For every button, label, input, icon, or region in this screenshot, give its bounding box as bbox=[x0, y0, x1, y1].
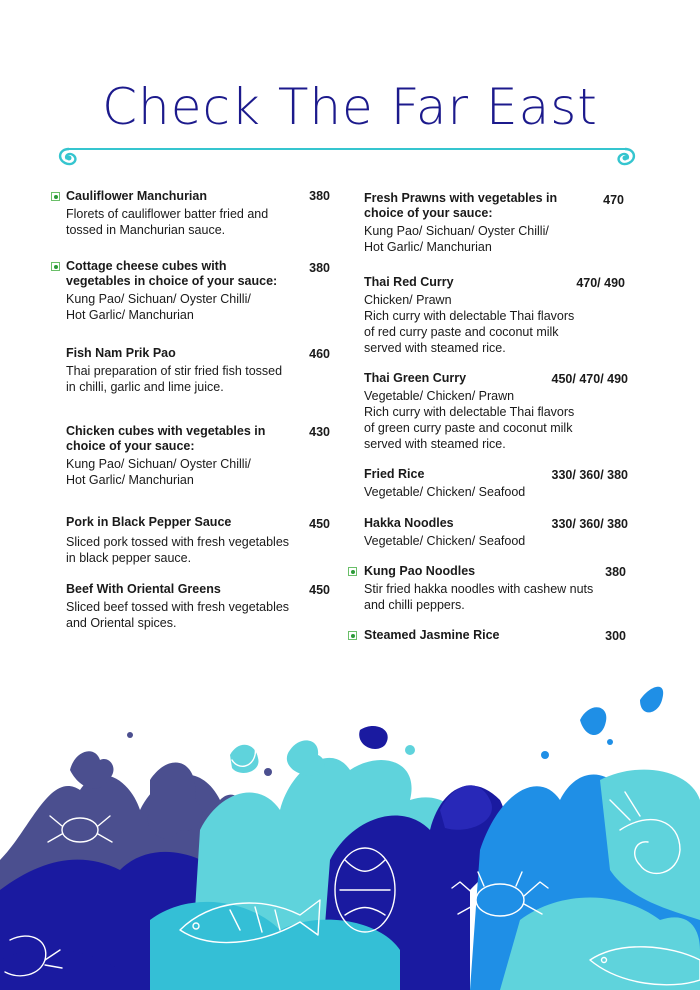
item-price: 330/ 360/ 380 bbox=[551, 468, 628, 482]
item-name: Steamed Jasmine Rice bbox=[364, 628, 500, 642]
item-price: 380 bbox=[309, 261, 330, 275]
menu-item-fresh-prawns bbox=[364, 191, 564, 255]
menu-item-pork-black-pepper bbox=[66, 515, 306, 566]
item-name: Cauliflower Manchurian bbox=[66, 189, 207, 203]
veg-marker-icon bbox=[348, 567, 357, 576]
item-description: Thai preparation of stir fried fish tossed in chilli, garlic and lime juice. bbox=[66, 364, 283, 394]
item-description: Kung Pao/ Sichuan/ Oyster Chilli/ Hot Garlic/ Manchurian bbox=[66, 457, 251, 487]
item-name: Chicken cubes with vegetables in choice of your sauce: bbox=[66, 424, 266, 453]
item-name: Thai Green Curry bbox=[364, 371, 467, 385]
menu-item-chicken-cubes bbox=[66, 424, 266, 488]
menu-title: Check The Far East bbox=[102, 78, 598, 136]
item-price: 450/ 470/ 490 bbox=[551, 372, 628, 386]
item-name: Fish Nam Prik Pao bbox=[66, 346, 176, 360]
item-price: 380 bbox=[605, 565, 626, 579]
veg-marker-icon bbox=[348, 631, 357, 640]
item-description: Vegetable/ Chicken/ Seafood bbox=[364, 485, 526, 499]
item-name: Hakka Noodles bbox=[364, 516, 454, 530]
item-description: Stir fried hakka noodles with cashew nuts and chilli peppers. bbox=[364, 582, 594, 612]
item-name: Pork in Black Pepper Sauce bbox=[66, 515, 232, 529]
item-name: Kung Pao Noodles bbox=[364, 564, 476, 578]
item-price: 450 bbox=[309, 517, 330, 531]
item-description: Vegetable/ Chicken/ Seafood bbox=[364, 534, 526, 548]
menu-item-steamed-jasmine-rice bbox=[364, 628, 564, 645]
menu-item-cauliflower-manchurian bbox=[66, 189, 306, 238]
item-price: 300 bbox=[605, 629, 626, 643]
item-name: Thai Red Curry bbox=[364, 275, 454, 289]
scroll-divider bbox=[55, 145, 639, 175]
item-description: Sliced pork tossed with fresh vegetables in black pepper sauce. bbox=[66, 535, 290, 565]
item-price: 460 bbox=[309, 347, 330, 361]
item-price: 430 bbox=[309, 425, 330, 439]
ocean-splash-artwork bbox=[0, 660, 700, 990]
item-name: Fresh Prawns with vegetables in choice of your sauce: bbox=[364, 191, 558, 220]
item-price: 380 bbox=[309, 189, 330, 203]
item-description: Florets of cauliflower batter fried and tossed in Manchurian sauce. bbox=[66, 207, 269, 237]
menu-item-beef-oriental-greens bbox=[66, 582, 306, 631]
item-description: Kung Pao/ Sichuan/ Oyster Chilli/ Hot Garlic/ Manchurian bbox=[364, 224, 549, 254]
item-price: 330/ 360/ 380 bbox=[551, 517, 628, 531]
item-price: 470 bbox=[603, 193, 624, 207]
veg-marker-icon bbox=[51, 262, 60, 271]
veg-marker-icon bbox=[51, 192, 60, 201]
item-description: Vegetable/ Chicken/ Prawn Rich curry with delectable Thai flavors of green curry paste and coconut milk served with steamed rice. bbox=[364, 389, 575, 451]
item-name: Cottage cheese cubes with vegetables in choice of your sauce: bbox=[66, 259, 278, 288]
item-description: Kung Pao/ Sichuan/ Oyster Chilli/ Hot Garlic/ Manchurian bbox=[66, 292, 251, 322]
item-price: 450 bbox=[309, 583, 330, 597]
menu-item-cottage-cheese bbox=[66, 259, 291, 323]
item-price: 470/ 490 bbox=[576, 276, 625, 290]
item-name: Fried Rice bbox=[364, 467, 425, 481]
item-description: Chicken/ Prawn Rich curry with delectable Thai flavors of red curry paste and coconut milk served with steamed rice. bbox=[364, 293, 575, 355]
item-description: Sliced beef tossed with fresh vegetables and Oriental spices. bbox=[66, 600, 290, 630]
menu-item-fish-nam-prik-pao bbox=[66, 346, 306, 395]
menu-item-kung-pao-noodles bbox=[364, 564, 604, 613]
item-name: Beef With Oriental Greens bbox=[66, 582, 221, 596]
